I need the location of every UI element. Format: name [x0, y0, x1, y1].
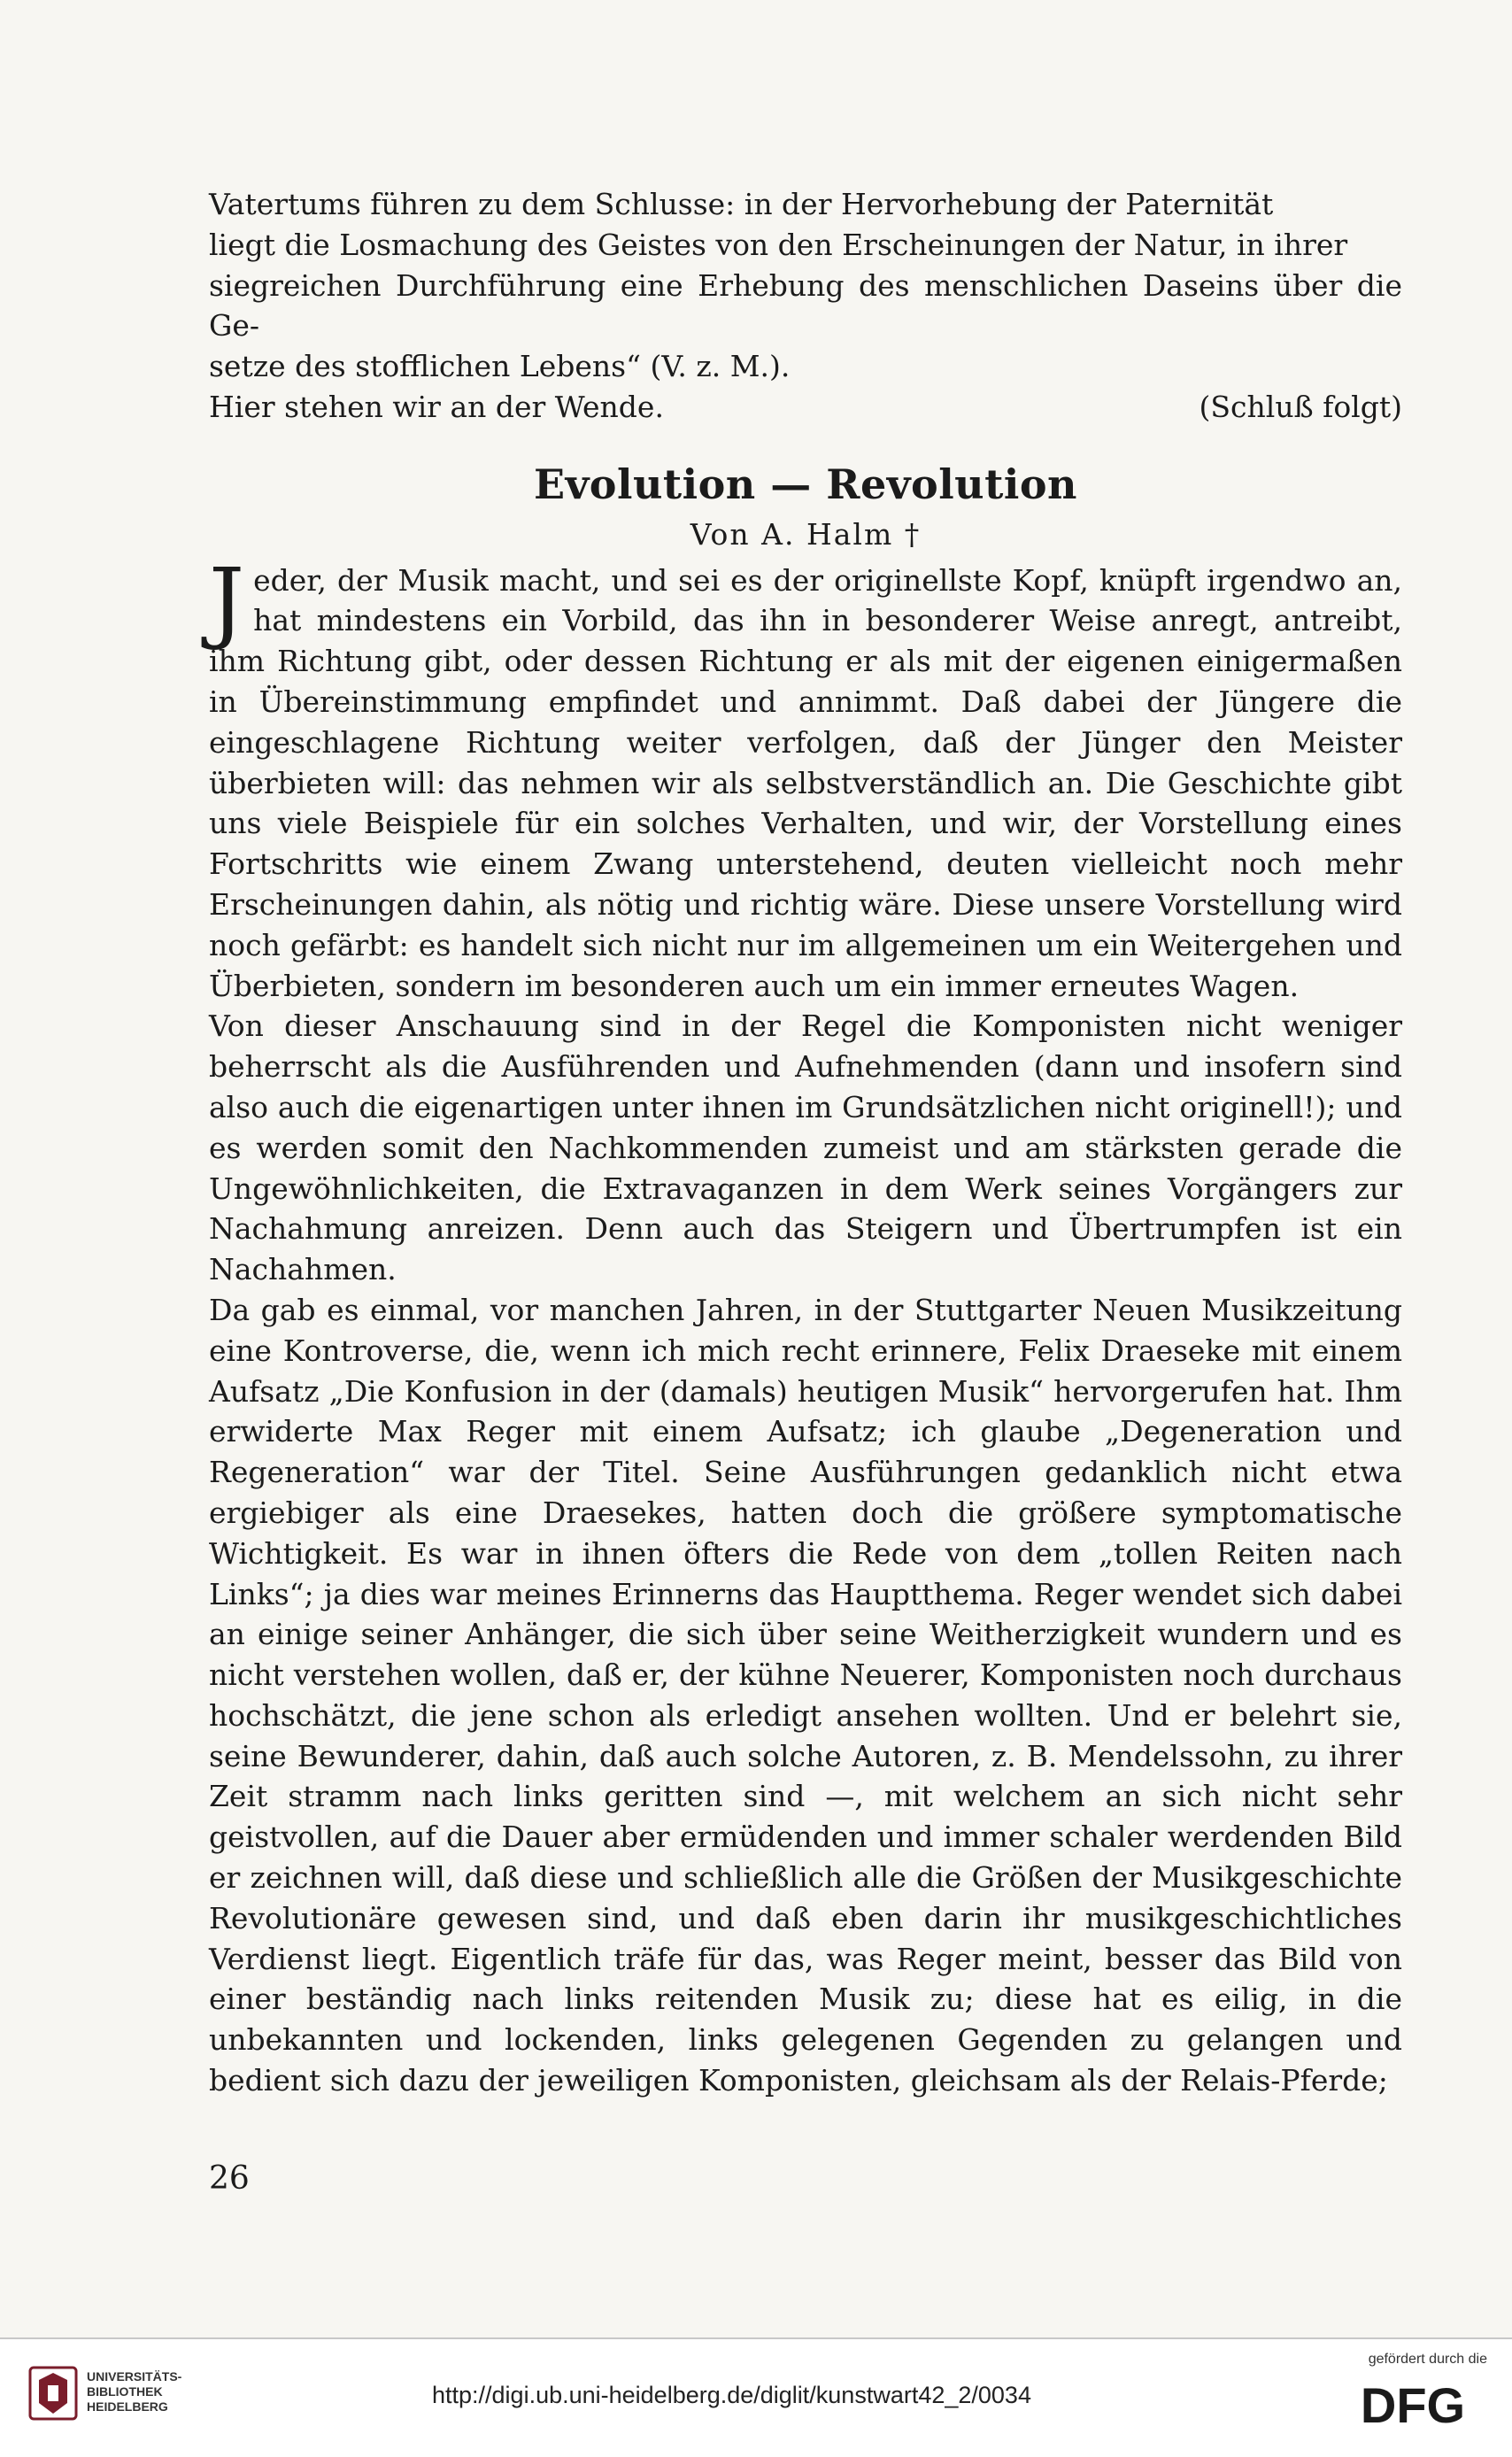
prev-article-line-3: siegreichen Durchführung eine Erhebung des menschlichen Daseins über die Ge- [209, 267, 1402, 344]
article-title: Evolution — Revolution [534, 460, 1077, 508]
university-seal-icon [27, 2364, 80, 2422]
institution-line-1: UNIVERSITÄTS- [87, 2369, 182, 2384]
digitization-footer [0, 2339, 1512, 2457]
institution-line-3: HEIDELBERG [87, 2399, 168, 2414]
paragraph-1-text: eder, der Musik macht, und sei es der originellste Kopf, knüpft irgendwo an, hat mindestens ein Vorbild, das ihn in besonderer Weise anregt, antreibt, ihm Richtung gibt, oder dessen Richtung er als mit der eigenen einigermaßen in Übereinstimmung empfindet und annimmt. Daß dabei der Jüngere die eingeschlagene Richtung weiter verfolgen, daß der Jünger den Meister überbieten will: das nehmen wir als selbstverständlich an. Die Geschichte gibt uns viele Beispiele für ein solches Verhalten, und wir, der Vorstellung eines Fortschritts wie einem Zwang unterstehend, deuten vielleicht noch mehr Erscheinungen dahin, als nötig und richtig wäre. Diese unsere Vorstellung wird noch gefärbt: es handelt sich nicht nur im allgemeinen um ein Weitergehen und Überbieten, sondern im besonderen auch um ein immer erneutes Wagen. [209, 562, 1402, 1003]
text-block [209, 184, 1402, 2101]
prev-article-line-4: setze des stofflichen Lebens“ (V. z. M.). [209, 349, 791, 384]
dfg-logo-icon [1338, 2378, 1487, 2431]
institution-line-2: BIBLIOTHEK [87, 2384, 163, 2399]
prev-article-last-line [209, 387, 1402, 428]
funded-by-label: gefördert durch die [1368, 2352, 1487, 2367]
source-url-link[interactable]: http://digi.ub.uni-heidelberg.de/diglit/kunstwart42_2/0034 [432, 2382, 1031, 2408]
institution-name [87, 2369, 181, 2415]
article-paragraph-1 [209, 548, 1402, 1007]
article-paragraph-2: Von dieser Anschauung sind in der Regel die Komponisten nicht weniger beherrscht als die Ausführenden und Aufnehmenden (dann und insofern sind also auch die eigenartigen unter ihnen im Grundsätzlichen nicht originell!); und es werden somit den Nachkommenden zumeist und am stärksten gerade die Ungewöhnlichkeiten, die Extravaganzen in dem Werk seines Vorgängers zur Nachahmung anreizen. Denn auch das Steigern und Übertrumpfen ist ein Nachahmen. [209, 1008, 1402, 1287]
drop-cap: J [209, 548, 245, 653]
continued-note: (Schluß folgt) [1199, 389, 1402, 424]
prev-article-line-2: liegt die Losmachung des Geistes von den Erscheinungen der Natur, in ihrer [209, 227, 1348, 262]
article-paragraph-3: Da gab es einmal, vor manchen Jahren, in der Stuttgarter Neuen Musikzeitung eine Kontroverse, die, wenn ich mich recht erinnere, Felix Draeseke mit einem Aufsatz „Die Konfusion in der (damals) heutigen Musik“ hervorgerufen hat. Ihm erwiderte Max Reger mit einem Aufsatz; ich glaube „Degeneration und Regeneration“ war der Titel. Seine Ausführungen gedanklich nicht etwa ergiebiger als eine Draesekes, hatten doch die größere symptomatische Wichtigkeit. Es war in ihnen öfters die Rede von dem „tollen Reiten nach Links“; ja dies war meines Erinnerns das Hauptthema. Reger wendet sich dabei an einige seiner Anhänger, die sich über seine Weitherzigkeit wundern und es nicht verstehen wollen, daß er, der kühne Neuerer, Komponisten noch durchaus hochschätzt, die jene schon als erledigt ansehen wollten. Und er belehrt sie, seine Bewunderer, dahin, daß auch solche Autoren, z. B. Mendelssohn, zu ihrer Zeit stramm nach links geritten sind —, mit welchem an sich nicht sehr geistvollen, auf die Dauer aber ermüdenden und immer schaler werdenden Bild er zeichnen will, daß diese und schließlich alle die Größen der Musikgeschichte Revolutionäre gewesen sind, und daß eben darin ihr musikgeschichtliches Verdienst liegt. Eigentlich träfe für das, was Reger meint, besser das Bild von einer beständig nach links reitenden Musik zu; diese hat es eilig, in die unbekannten und lockenden, links gelegenen Gegenden zu gelangen und bedient sich dazu der jeweiligen Komponisten, gleichsam als der Relais-Pferde; [209, 1292, 1402, 2098]
svg-text:DFG: DFG [1360, 2378, 1466, 2431]
prev-article-line-1: Vatertums führen zu dem Schlusse: in der Hervorhebung der Paternität [209, 187, 1274, 221]
article-byline: Von A. Halm † [690, 516, 922, 552]
page-number: 26 [209, 2160, 250, 2197]
prev-article-closing: Hier stehen wir an der Wende. [209, 389, 664, 424]
